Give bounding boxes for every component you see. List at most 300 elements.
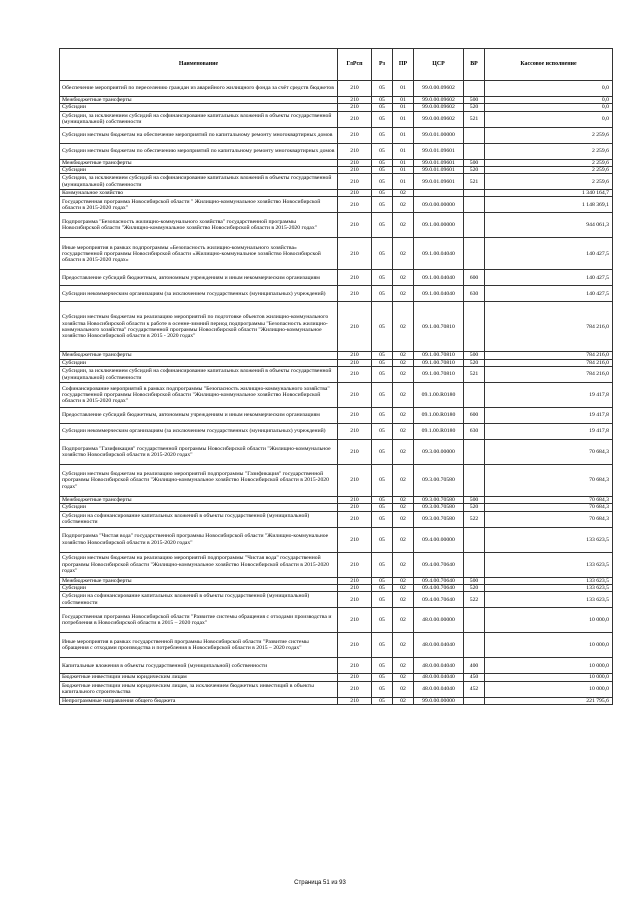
header-pr: ПР <box>393 49 414 81</box>
cell-grbs: 210 <box>338 440 372 465</box>
cell-amount: 70 684,3 <box>485 511 613 527</box>
cell-amount: 784 216,0 <box>485 302 613 352</box>
cell-csr: 99.0.00.09602 <box>414 104 464 111</box>
table-row <box>60 359 613 366</box>
cell-grbs: 210 <box>338 424 372 440</box>
cell-rz: 05 <box>372 527 393 552</box>
cell-pr: 02 <box>393 633 414 658</box>
cell-vr: 520 <box>464 584 485 591</box>
cell-pr: 01 <box>393 159 414 166</box>
cell-csr: 09.3.00.70580 <box>414 504 464 511</box>
cell-grbs: 210 <box>338 143 372 159</box>
cell-name: Субсидии, за исключением субсидий на софинансирование капитальных вложений в объекты государственной (муниципальной) собственности <box>60 367 338 383</box>
cell-vr: 500 <box>464 497 485 504</box>
cell-rz: 05 <box>372 658 393 674</box>
cell-rz: 05 <box>372 286 393 302</box>
cell-pr: 02 <box>393 497 414 504</box>
cell-grbs: 210 <box>338 511 372 527</box>
cell-amount: 944 061,3 <box>485 213 613 238</box>
cell-pr: 02 <box>393 465 414 497</box>
cell-amount: 133 623,5 <box>485 552 613 577</box>
header-grbs: ГлРсп <box>338 49 372 81</box>
cell-grbs: 210 <box>338 127 372 143</box>
cell-amount: 70 684,3 <box>485 497 613 504</box>
cell-csr: 99.0.01.09601 <box>414 174 464 190</box>
cell-amount: 0,0 <box>485 104 613 111</box>
cell-amount: 10 000,0 <box>485 608 613 633</box>
table-row <box>60 697 613 704</box>
cell-pr: 02 <box>393 383 414 408</box>
cell-rz: 05 <box>372 359 393 366</box>
cell-name: Субсидии <box>60 584 338 591</box>
cell-csr: 48.0.00.04040 <box>414 658 464 674</box>
cell-pr: 02 <box>393 527 414 552</box>
table-row <box>60 143 613 159</box>
cell-grbs: 210 <box>338 286 372 302</box>
cell-vr <box>464 633 485 658</box>
cell-rz: 05 <box>372 270 393 286</box>
cell-pr: 02 <box>393 197 414 213</box>
table-row <box>60 383 613 408</box>
cell-amount: 0,0 <box>485 111 613 127</box>
cell-csr: 09.3.00.70580 <box>414 511 464 527</box>
cell-csr: 99.0.00.09602 <box>414 81 464 97</box>
cell-csr: 48.0.00.00000 <box>414 608 464 633</box>
table-row <box>60 352 613 359</box>
cell-csr: 09.1.00.R0180 <box>414 424 464 440</box>
cell-vr <box>464 465 485 497</box>
table-row <box>60 511 613 527</box>
cell-vr: 520 <box>464 104 485 111</box>
cell-rz: 05 <box>372 383 393 408</box>
cell-grbs: 210 <box>338 359 372 366</box>
cell-csr: 48.0.00.04040 <box>414 674 464 681</box>
cell-pr: 02 <box>393 270 414 286</box>
cell-rz: 05 <box>372 143 393 159</box>
cell-grbs: 210 <box>338 697 372 704</box>
cell-grbs: 210 <box>338 213 372 238</box>
cell-grbs: 210 <box>338 681 372 697</box>
cell-name: Капитальные вложения в объекты государственной (муниципальной) собственности <box>60 658 338 674</box>
cell-pr: 02 <box>393 238 414 270</box>
table-row <box>60 111 613 127</box>
cell-rz: 05 <box>372 352 393 359</box>
cell-pr: 02 <box>393 608 414 633</box>
cell-amount: 133 623,5 <box>485 592 613 608</box>
cell-rz: 05 <box>372 633 393 658</box>
table-row <box>60 584 613 591</box>
cell-grbs: 210 <box>338 104 372 111</box>
cell-vr: 500 <box>464 159 485 166</box>
cell-amount: 19 417,8 <box>485 424 613 440</box>
cell-csr: 09.1.00.04040 <box>414 238 464 270</box>
cell-name: Подпрограмма "Чистая вода" государственной программы Новосибирской области "Жилищно-коммунальное хозяйство Новосибирской области в 2015-2020 годах" <box>60 527 338 552</box>
cell-amount: 1 148 369,1 <box>485 197 613 213</box>
table-row <box>60 174 613 190</box>
cell-amount: 19 417,8 <box>485 383 613 408</box>
cell-grbs: 210 <box>338 608 372 633</box>
cell-vr: 522 <box>464 592 485 608</box>
budget-table <box>59 48 613 705</box>
cell-rz: 05 <box>372 174 393 190</box>
cell-pr: 01 <box>393 174 414 190</box>
cell-vr <box>464 527 485 552</box>
cell-rz: 05 <box>372 127 393 143</box>
cell-grbs: 210 <box>338 238 372 270</box>
cell-name: Субсидии на софинансирование капитальных вложений в объекты государственной (муниципальной) собственности <box>60 592 338 608</box>
cell-amount: 0,0 <box>485 97 613 104</box>
cell-grbs: 210 <box>338 352 372 359</box>
table-row <box>60 270 613 286</box>
table-row <box>60 127 613 143</box>
table-row <box>60 190 613 197</box>
cell-csr: 09.4.00.00000 <box>414 527 464 552</box>
cell-pr: 02 <box>393 190 414 197</box>
cell-grbs: 210 <box>338 408 372 424</box>
cell-vr: 630 <box>464 286 485 302</box>
cell-amount: 2 259,6 <box>485 159 613 166</box>
cell-pr: 02 <box>393 681 414 697</box>
cell-amount: 2 259,6 <box>485 127 613 143</box>
cell-name: Межбюджетные трансферты <box>60 497 338 504</box>
cell-pr: 02 <box>393 367 414 383</box>
cell-name: Субсидии <box>60 504 338 511</box>
cell-csr: 48.0.00.04040 <box>414 681 464 697</box>
cell-name: Коммунальное хозяйство <box>60 190 338 197</box>
cell-grbs: 210 <box>338 552 372 577</box>
cell-grbs: 210 <box>338 527 372 552</box>
cell-name: Иные мероприятия в рамках подпрограммы «Безопасность жилищно-коммунального хозяйства» государственной программы Новосибирской области «Жилищно-коммунальное хозяйство Новосибирской области в 2015-2020 годах» <box>60 238 338 270</box>
cell-name: Подпрограмма "Газификация" государственной программы Новосибирской области "Жилищно-коммунальное хозяйство Новосибирской области в 2015-2020 годах" <box>60 440 338 465</box>
cell-name: Бюджетные инвестиции иным юридическим лицам <box>60 674 338 681</box>
cell-amount: 784 216,0 <box>485 359 613 366</box>
table-row <box>60 504 613 511</box>
cell-grbs: 210 <box>338 465 372 497</box>
cell-csr: 09.1.00.70810 <box>414 359 464 366</box>
cell-amount: 10 000,0 <box>485 658 613 674</box>
table-row <box>60 286 613 302</box>
cell-vr <box>464 197 485 213</box>
cell-csr: 99.0.00.09602 <box>414 111 464 127</box>
cell-vr: 500 <box>464 352 485 359</box>
cell-pr: 02 <box>393 658 414 674</box>
cell-csr: 99.0.01.00000 <box>414 127 464 143</box>
cell-rz: 05 <box>372 111 393 127</box>
cell-rz: 05 <box>372 592 393 608</box>
header-name: Наименование <box>60 49 338 81</box>
cell-csr: 09.4.00.70640 <box>414 577 464 584</box>
cell-grbs: 210 <box>338 81 372 97</box>
cell-name: Субсидии, за исключением субсидий на софинансирование капитальных вложений в объекты государственной (муниципальной) собственности <box>60 174 338 190</box>
cell-vr <box>464 383 485 408</box>
cell-pr: 02 <box>393 352 414 359</box>
cell-amount: 10 000,0 <box>485 674 613 681</box>
cell-pr: 01 <box>393 97 414 104</box>
cell-pr: 02 <box>393 440 414 465</box>
table-row <box>60 465 613 497</box>
cell-name: Субсидии некоммерческим организациям (за исключением государственных (муниципальных) учреждений) <box>60 424 338 440</box>
cell-pr: 02 <box>393 584 414 591</box>
table-row <box>60 408 613 424</box>
cell-pr: 02 <box>393 359 414 366</box>
cell-amount: 0,0 <box>485 81 613 97</box>
cell-rz: 05 <box>372 511 393 527</box>
cell-rz: 05 <box>372 608 393 633</box>
cell-grbs: 210 <box>338 159 372 166</box>
table-row <box>60 608 613 633</box>
cell-amount: 2 259,6 <box>485 166 613 173</box>
cell-amount: 10 000,0 <box>485 633 613 658</box>
cell-amount: 70 684,3 <box>485 465 613 497</box>
cell-pr: 01 <box>393 127 414 143</box>
cell-pr: 02 <box>393 408 414 424</box>
cell-vr <box>464 440 485 465</box>
cell-name: Государственная программа Новосибирской области "Развитие системы обращения с отходами производства и потребления в Новосибирской области в 2015 – 2020 годах" <box>60 608 338 633</box>
cell-vr: 500 <box>464 97 485 104</box>
cell-vr <box>464 213 485 238</box>
cell-grbs: 210 <box>338 111 372 127</box>
cell-vr: 450 <box>464 674 485 681</box>
header-csr: ЦСР <box>414 49 464 81</box>
cell-csr: 09.1.00.R0180 <box>414 383 464 408</box>
cell-grbs: 210 <box>338 592 372 608</box>
cell-name: Субсидии <box>60 359 338 366</box>
cell-amount: 784 216,0 <box>485 367 613 383</box>
cell-amount: 19 417,8 <box>485 408 613 424</box>
cell-name: Подпрограмма "Безопасность жилищно-коммунального хозяйства" государственной программы Новосибирской области "Жилищно-коммунальное хозяйство Новосибирской области в 2015-2020 годах" <box>60 213 338 238</box>
cell-rz: 05 <box>372 552 393 577</box>
cell-name: Межбюджетные трансферты <box>60 577 338 584</box>
table-row <box>60 213 613 238</box>
cell-name: Субсидии местным бюджетам на обеспечение мероприятий по капитальному ремонту многоквартирных домов <box>60 127 338 143</box>
table-row <box>60 166 613 173</box>
cell-pr: 02 <box>393 552 414 577</box>
cell-csr: 99.0.01.09601 <box>414 166 464 173</box>
table-row <box>60 424 613 440</box>
cell-name: Государственная программа Новосибирской области " Жилищно-коммунальное хозяйство Новосибирской области в 2015-2020 годах" <box>60 197 338 213</box>
cell-rz: 05 <box>372 584 393 591</box>
cell-grbs: 210 <box>338 504 372 511</box>
cell-grbs: 210 <box>338 577 372 584</box>
cell-name: Межбюджетные трансферты <box>60 159 338 166</box>
cell-pr: 01 <box>393 111 414 127</box>
cell-amount: 133 623,5 <box>485 527 613 552</box>
cell-name: Субсидии некоммерческим организациям (за исключением государственных (муниципальных) учреждений) <box>60 286 338 302</box>
cell-rz: 05 <box>372 159 393 166</box>
table-row <box>60 592 613 608</box>
cell-pr: 01 <box>393 166 414 173</box>
cell-vr: 452 <box>464 681 485 697</box>
cell-amount: 133 623,5 <box>485 584 613 591</box>
cell-name: Софинансирование мероприятий в рамках подпрограммы "Безопасность жилищно-коммунального хозяйства" государственной программы Новосибирской области "Жилищно-коммунальное хозяйство Новосибирской области в 2015-2020 годах" <box>60 383 338 408</box>
cell-grbs: 210 <box>338 270 372 286</box>
cell-rz: 05 <box>372 213 393 238</box>
cell-vr: 630 <box>464 424 485 440</box>
cell-pr: 02 <box>393 697 414 704</box>
header-vr: ВР <box>464 49 485 81</box>
cell-pr: 02 <box>393 592 414 608</box>
cell-grbs: 210 <box>338 584 372 591</box>
cell-rz: 05 <box>372 674 393 681</box>
table-row <box>60 159 613 166</box>
table-row <box>60 440 613 465</box>
cell-name: Субсидии местным бюджетам по обеспечению мероприятий по капитальному ремонту многоквартирных домов <box>60 143 338 159</box>
cell-name: Предоставление субсидий бюджетным, автономным учреждениям и иным некоммерческим организациям <box>60 270 338 286</box>
cell-grbs: 210 <box>338 383 372 408</box>
table-row <box>60 302 613 352</box>
cell-rz: 05 <box>372 81 393 97</box>
cell-rz: 05 <box>372 197 393 213</box>
table-header-row <box>60 49 613 81</box>
cell-rz: 05 <box>372 190 393 197</box>
table-row <box>60 552 613 577</box>
cell-grbs: 210 <box>338 302 372 352</box>
header-rz: Рз <box>372 49 393 81</box>
cell-vr <box>464 127 485 143</box>
cell-csr: 99.0.01.09601 <box>414 143 464 159</box>
cell-csr <box>414 190 464 197</box>
cell-vr: 500 <box>464 577 485 584</box>
cell-csr: 09.1.00.70810 <box>414 352 464 359</box>
cell-csr: 99.0.00.09602 <box>414 97 464 104</box>
cell-grbs: 210 <box>338 633 372 658</box>
table-row <box>60 681 613 697</box>
cell-grbs: 210 <box>338 197 372 213</box>
page-number: Страница 51 из 93 <box>294 880 346 886</box>
cell-vr: 522 <box>464 511 485 527</box>
table-row <box>60 577 613 584</box>
cell-grbs: 210 <box>338 367 372 383</box>
cell-name: Субсидии на софинансирование капитальных вложений в объекты государственной (муниципальной) собственности <box>60 511 338 527</box>
cell-name: Субсидии местным бюджетам на реализацию мероприятий подпрограммы "Чистая вода" государственной программы Новосибирской области "Жилищно-коммунальное хозяйство Новосибирской области в 2015-2020 годах" <box>60 552 338 577</box>
cell-name: Субсидии <box>60 104 338 111</box>
cell-rz: 05 <box>372 97 393 104</box>
cell-vr: 600 <box>464 270 485 286</box>
cell-vr: 520 <box>464 166 485 173</box>
cell-rz: 05 <box>372 104 393 111</box>
cell-grbs: 210 <box>338 97 372 104</box>
table-row <box>60 81 613 97</box>
cell-pr: 02 <box>393 302 414 352</box>
cell-name: Обеспечение мероприятий по переселению граждан из аварийного жилищного фонда за счёт средств бюджетов <box>60 81 338 97</box>
cell-rz: 05 <box>372 504 393 511</box>
cell-amount: 133 623,5 <box>485 577 613 584</box>
table-row <box>60 367 613 383</box>
cell-vr <box>464 81 485 97</box>
cell-csr: 09.3.00.00000 <box>414 440 464 465</box>
cell-vr: 521 <box>464 111 485 127</box>
cell-pr: 02 <box>393 424 414 440</box>
cell-name: Субсидии местным бюджетам на реализацию мероприятий по подготовке объектов жилищно-коммунального хозяйства Новосибирской области к работе в осенне-зимний период подпрограммы "Безопасность жилищно-коммунального хозяйства" государственной программы Новосибирской области "Жилищно-коммунальное хозяйство Новосибирской области в 2015 - 2020 годах" <box>60 302 338 352</box>
cell-vr <box>464 697 485 704</box>
cell-vr <box>464 302 485 352</box>
cell-pr: 01 <box>393 104 414 111</box>
cell-amount: 140 427,5 <box>485 238 613 270</box>
cell-name: Непрограммные направления общего бюджета <box>60 697 338 704</box>
cell-pr: 01 <box>393 81 414 97</box>
cell-name: Межбюджетные трансферты <box>60 352 338 359</box>
cell-csr: 09.4.00.70640 <box>414 584 464 591</box>
cell-csr: 09.4.00.70640 <box>414 592 464 608</box>
cell-rz: 05 <box>372 681 393 697</box>
cell-name: Субсидии, за исключением субсидий на софинансирование капитальных вложений в объекты государственной (муниципальной) собственности <box>60 111 338 127</box>
cell-vr: 600 <box>464 408 485 424</box>
cell-vr <box>464 608 485 633</box>
cell-csr: 09.1.00.70810 <box>414 302 464 352</box>
table-row <box>60 658 613 674</box>
cell-vr: 521 <box>464 367 485 383</box>
cell-amount: 2 259,6 <box>485 143 613 159</box>
table-row <box>60 527 613 552</box>
cell-name: Бюджетные инвестиции иным юридическим лицам, за исключением бюджетных инвестиций в объекты капитального строительства <box>60 681 338 697</box>
cell-amount: 2 259,6 <box>485 174 613 190</box>
table-row <box>60 104 613 111</box>
cell-rz: 05 <box>372 497 393 504</box>
cell-grbs: 210 <box>338 166 372 173</box>
cell-vr: 520 <box>464 359 485 366</box>
cell-csr: 09.3.00.70580 <box>414 465 464 497</box>
cell-vr <box>464 238 485 270</box>
cell-rz: 05 <box>372 166 393 173</box>
cell-csr: 09.1.00.R0180 <box>414 408 464 424</box>
table-row <box>60 97 613 104</box>
cell-name: Субсидии <box>60 166 338 173</box>
cell-amount: 70 684,3 <box>485 440 613 465</box>
cell-csr: 09.1.00.70810 <box>414 367 464 383</box>
table-row <box>60 633 613 658</box>
cell-grbs: 210 <box>338 190 372 197</box>
cell-name: Иные мероприятия в рамках государственной программы Новосибирской области "Развитие системы обращения с отходами производства и потребления в Новосибирской области в 2015 – 2020 годах" <box>60 633 338 658</box>
cell-vr <box>464 143 485 159</box>
cell-csr: 99.0.00.00000 <box>414 697 464 704</box>
cell-csr: 09.1.00.04040 <box>414 270 464 286</box>
cell-vr <box>464 190 485 197</box>
cell-grbs: 210 <box>338 674 372 681</box>
cell-csr: 09.3.00.70580 <box>414 497 464 504</box>
cell-amount: 70 684,3 <box>485 504 613 511</box>
cell-csr: 48.0.00.04040 <box>414 633 464 658</box>
table-row <box>60 238 613 270</box>
cell-amount: 140 427,5 <box>485 270 613 286</box>
cell-amount: 10 000,0 <box>485 681 613 697</box>
cell-pr: 02 <box>393 674 414 681</box>
cell-csr: 09.0.00.00000 <box>414 197 464 213</box>
cell-grbs: 210 <box>338 658 372 674</box>
cell-rz: 05 <box>372 577 393 584</box>
table-row <box>60 674 613 681</box>
cell-grbs: 210 <box>338 497 372 504</box>
cell-rz: 05 <box>372 367 393 383</box>
cell-pr: 02 <box>393 286 414 302</box>
cell-rz: 05 <box>372 424 393 440</box>
cell-amount: 784 216,0 <box>485 352 613 359</box>
table-row <box>60 497 613 504</box>
cell-name: Межбюджетные трансферты <box>60 97 338 104</box>
cell-vr: 521 <box>464 174 485 190</box>
cell-rz: 05 <box>372 465 393 497</box>
cell-amount: 221 795,6 <box>485 697 613 704</box>
cell-pr: 02 <box>393 577 414 584</box>
cell-rz: 05 <box>372 238 393 270</box>
cell-name: Предоставление субсидий бюджетным, автономным учреждениям и иным некоммерческим организациям <box>60 408 338 424</box>
cell-pr: 02 <box>393 504 414 511</box>
cell-csr: 99.0.01.09601 <box>414 159 464 166</box>
cell-rz: 05 <box>372 697 393 704</box>
cell-csr: 09.4.00.70640 <box>414 552 464 577</box>
cell-name: Субсидии местным бюджетам на реализацию мероприятий подпрограммы "Газификация" государственной программы Новосибирской области "Жилищно-коммунальное хозяйство Новосибирской области в 2015-2020 годах" <box>60 465 338 497</box>
cell-vr: 400 <box>464 658 485 674</box>
cell-csr: 09.1.00.04040 <box>414 286 464 302</box>
